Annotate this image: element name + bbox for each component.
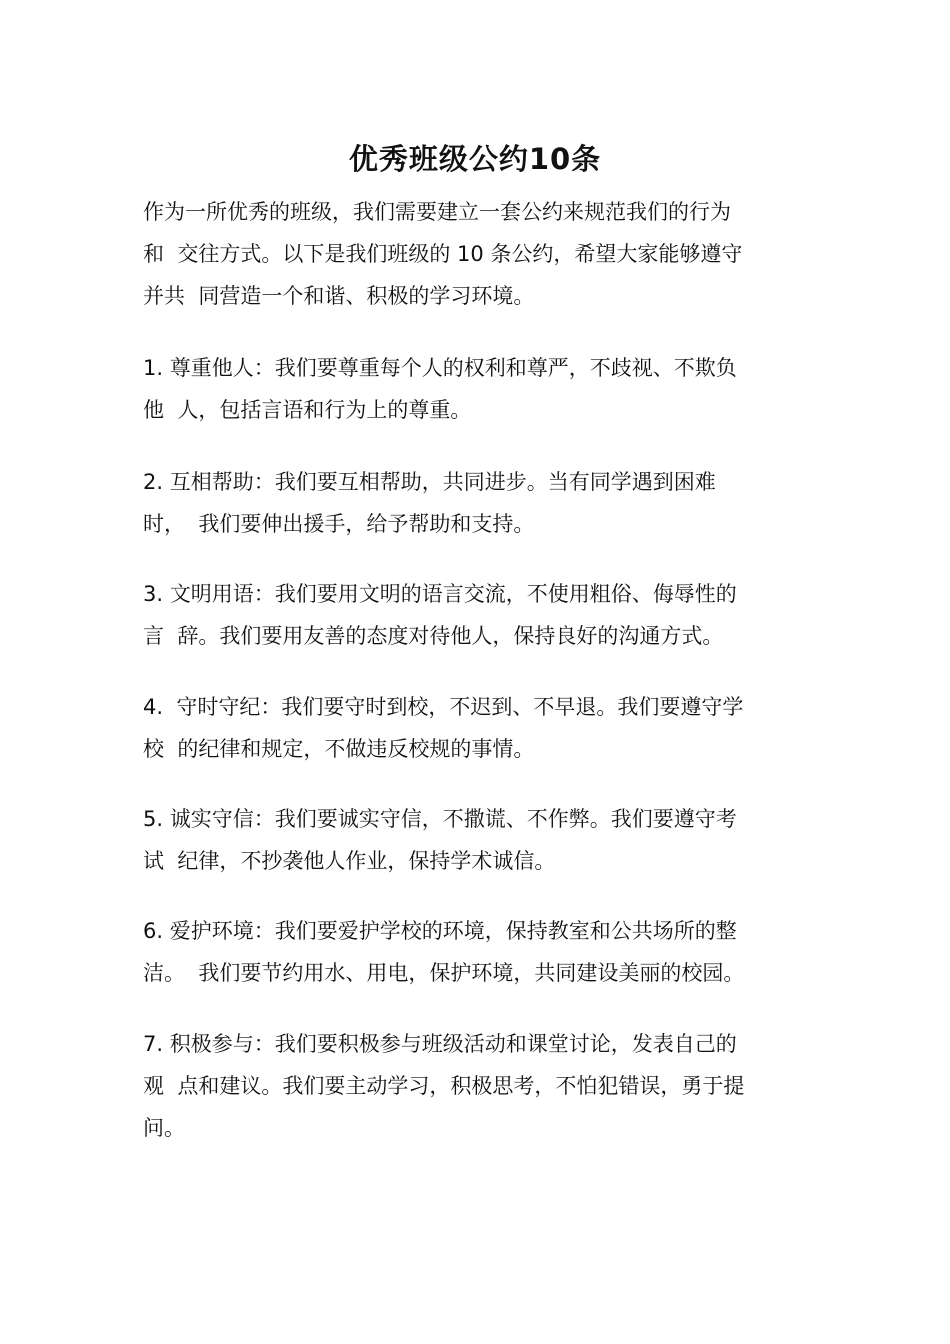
rule-line: 他 人，包括言语和行为上的尊重。 bbox=[143, 398, 472, 422]
intro-line: 作为一所优秀的班级，我们需要建立一套公约来规范我们的行为 bbox=[143, 200, 731, 224]
rule-line: 试 纪律，不抄袭他人作业，保持学术诚信。 bbox=[143, 849, 556, 873]
rule-line: 5. 诚实守信：我们要诚实守信，不撒谎、不作弊。我们要遵守考 bbox=[143, 807, 737, 831]
rule-7 bbox=[143, 1023, 823, 1149]
intro-line: 并共 同营造一个和谐、积极的学习环境。 bbox=[143, 284, 535, 308]
rule-line: 1. 尊重他人：我们要尊重每个人的权利和尊严，不歧视、不欺负 bbox=[143, 356, 737, 380]
rule-line: 言 辞。我们要用友善的态度对待他人，保持良好的沟通方式。 bbox=[143, 624, 724, 648]
intro-line: 和 交往方式。以下是我们班级的 10 条公约，希望大家能够遵守 bbox=[143, 242, 743, 266]
rule-6 bbox=[143, 910, 823, 994]
rule-line: 洁。 我们要节约用水、用电，保护环境，共同建设美丽的校园。 bbox=[143, 961, 745, 985]
rule-line: 时， 我们要伸出援手，给予帮助和支持。 bbox=[143, 512, 535, 536]
rule-line: 问。 bbox=[143, 1116, 185, 1140]
rule-3 bbox=[143, 573, 823, 657]
rule-line: 2. 互相帮助：我们要互相帮助，共同进步。当有同学遇到困难 bbox=[143, 470, 716, 494]
rule-line: 4. 守时守纪：我们要守时到校，不迟到、不早退。我们要遵守学 bbox=[143, 695, 744, 719]
rule-line: 3. 文明用语：我们要用文明的语言交流，不使用粗俗、侮辱性的 bbox=[143, 582, 737, 606]
document-title: 优秀班级公约10条 bbox=[348, 142, 602, 177]
rule-line: 观 点和建议。我们要主动学习，积极思考，不怕犯错误，勇于提 bbox=[143, 1074, 745, 1098]
rule-2 bbox=[143, 461, 823, 545]
rule-line: 校 的纪律和规定，不做违反校规的事情。 bbox=[143, 737, 535, 761]
rule-line: 6. 爱护环境：我们要爱护学校的环境，保持教室和公共场所的整 bbox=[143, 919, 737, 943]
intro-paragraph bbox=[143, 191, 823, 317]
rule-4 bbox=[143, 686, 823, 770]
rule-line: 7. 积极参与：我们要积极参与班级活动和课堂讨论，发表自己的 bbox=[143, 1032, 737, 1056]
rule-1 bbox=[143, 347, 823, 431]
rule-5 bbox=[143, 798, 823, 882]
